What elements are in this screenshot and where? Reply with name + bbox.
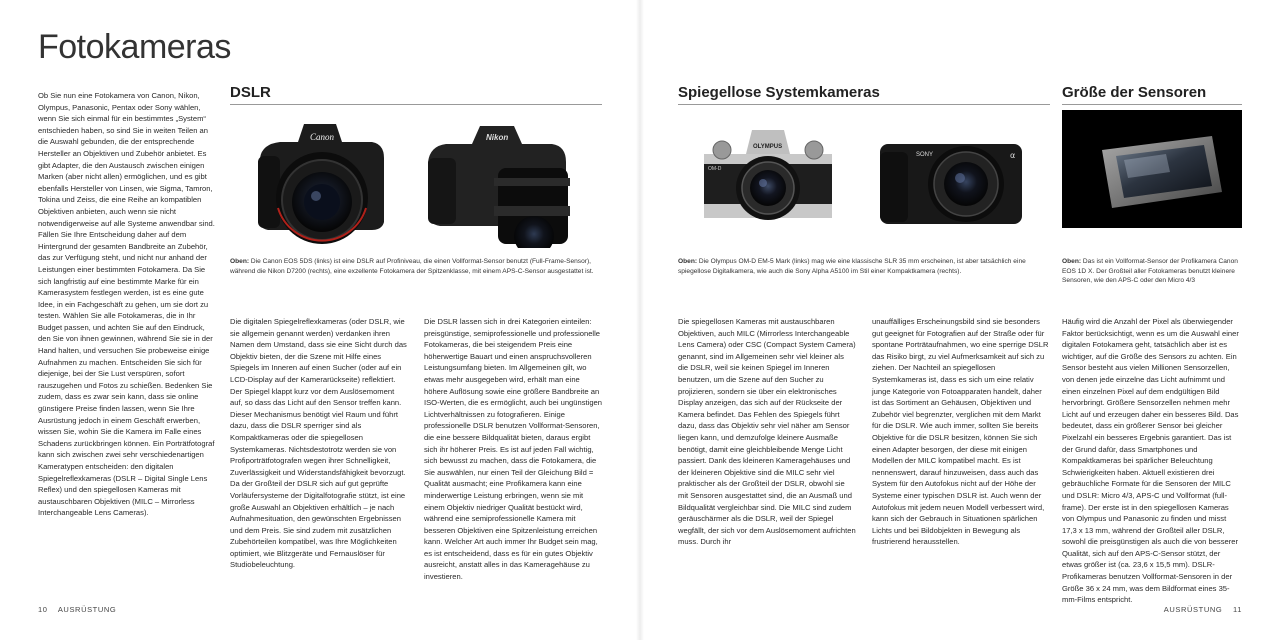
caption-dslr-text: Die Canon EOS 5DS (links) ist eine DSLR auf Profiniveau, die einen Vollformat-Sensor benutzt (Full-Frame-Sensor), während die Nikon D7200 (rechts), eine exzellente Fotokamera der Spitzenklasse, mit einem APS-C-Sensor ausgestattet ist. — [230, 258, 594, 275]
intro-text: Ob Sie nun eine Fotokamera von Canon, Nikon, Olympus, Panasonic, Pentax oder Sony wählen, wenn Sie sich einmal für ein bestimmtes „System“ entschieden haben, so sind Sie in weiten Teilen an die Auswahl gebunden, die der entsprechende Hersteller an Objektiven und Zubehör anbietet. Es gibt Adapter, die den Austausch zwischen einigen Marken (aber nicht allen) ermöglichen, und es gibt ebenfalls Hersteller von Linsen, wie Sigma, Tamron, Tokina und Zeiss, die eine Reihe an kompatiblen Objektiven anbieten, auch wenn sie nicht notwendigerweise auf alle Systeme anwendbar sind. Fällen Sie Ihre Entscheidung daher auf dem Hintergrund der gesamten Bandbreite an Zubehör, das zur Verfügung steht, und nicht nur anhand der Leistungen einer bestimmten Fotokamera. Da Sie sich langfristig auf eine bestimmte Marke für ein Kamerasystem festlegen werden, ist es eine gute Idee, in ein Fachgeschäft zu gehen, um sie dort zu testen. Wählen Sie alle Fotokameras, die in Ihr Budget passen, und achten Sie auf den Eindruck, den Sie von ihnen gewinnen, während Sie sie in der Hand halten, und versuchen Sie probeweise einige Aufnahmen zu machen. Entscheiden Sie sich für diejenige, bei der Sie Lust verspüren, sofort rauszugehen und Fotos zu schießen. Bedenken Sie zudem, dass es zwar sein kann, dass sie online günstigere Preise finden lassen, wenn Sie Ihre Ausrüstung jedoch in einem Geschäft erwerben, wissen Sie, wohin Sie die Kamera im Falle eines Schadens zurückbringen können. Ein Porträtfotograf kann sich zwischen zwei sehr verschiedenartigen Kameratypen entscheiden: den digitalen Spiegelreflexkameras (DSLR – Digital Single Lens Reflex) und den spiegellosen Kameras mit austauschbaren Objektiven (MILC – Mirrorless Interchangeable Lens Cameras). — [38, 91, 215, 518]
nikon-camera-photo — [424, 118, 574, 248]
nikon-logo: Nikon — [486, 133, 509, 142]
caption-sensor — [1062, 257, 1242, 286]
canon-logo: Canon — [310, 132, 335, 142]
page-number-right: 11 — [1233, 605, 1242, 614]
page-number-left: 10 — [38, 605, 48, 614]
caption-mirrorless — [678, 257, 1050, 276]
olympus-logo: OLYMPUS — [753, 144, 783, 150]
mirrorless-column-1: Die spiegellosen Kameras mit austauschbaren Objektiven, auch MILC (Mirrorless Interchangeable Lens Camera) oder CSC (Compact System Camera) genannt, sind im Allgemeinen sehr viel kleiner als die DSLR, weil sie keinen Spiegel im Inneren benutzen, um die Szene auf den Sucher zu projizieren, sondern sie über ein elektronisches Display anzeigen, das sich auf der Rückseite der Kamera befindet. Das Fehlen des Spiegels führt dazu, dass das Objektiv sehr viel näher am Sensor liegen kann, und demzufolge kleinere Ausmaße benötigt, damit eine gleichbleibende Menge Licht passiert. Dank des kleineren Kameragehäuses und der kleineren Objektive sind die MILC sehr viel praktischer als der Großteil der DSLR, obwohl sie mit Sensoren ausgestattet sind, die an Ausmaß und Bildqualität vergleichbar sind. Die MILC sind zudem geräuschärmer als die DSLR, weil der Spiegel wegfällt, der sich vor dem Auslösemoment aufrichten muss. Durch ihr — [678, 317, 856, 547]
sony-camera-photo — [876, 136, 1026, 228]
alpha-logo: α — [1010, 151, 1016, 160]
dslr-column-2: Die DSLR lassen sich in drei Kategorien einteilen: preisgünstige, semiprofessionelle und professionelle Fotokameras, die bei steigendem Preis eine höherwertige Bauart und einen anspruchsvolleren Leistungsumfang bieten. Im Allgemeinen gilt, wo etwas mehr ausgegeben wird, erhält man eine höhere Auflösung sowie eine größere Bandbreite an ISO-Werten, die es ermöglicht, auch bei ungünstigen Lichtverhältnissen zu fotografieren. Einige professionelle DSLR benutzen Vollformat-Sensoren, die eine bessere Bildqualität bieten, daraus ergibt sich ihr höherer Preis. Es ist auf jeden Fall wichtig, sich bewusst zu machen, dass die Fotokamera, die Sie auswählen, nur einen Teil der Gleichung Bild = Qualität ausmacht; eine Profikamera kann eine minderwertige Leistung erbringen, wenn sie mit einem Objektiv niedriger Qualität bestückt wird, während eine semiprofessionelle Kamera mit besseren Objektiven eine Spitzenleistung erreichen kann. Welcher Art auch immer Ihr Budget sein mag, es ist entscheidend, dass es für ein gutes Objektiv ausreicht, anstatt alles in das Kameragehäuse zu investieren. — [424, 317, 602, 582]
olympus-camera-photo — [696, 124, 840, 224]
section-title-mirrorless: Spiegellose Systemkameras — [678, 84, 1050, 105]
section-title-sensor: Größe der Sensoren — [1062, 84, 1242, 105]
page-title: Fotokameras — [38, 28, 231, 66]
section-title-dslr: DSLR — [230, 84, 602, 105]
omd-logo: OM-D — [708, 166, 722, 172]
caption-mirrorless-label: Oben: — [678, 258, 698, 265]
caption-dslr-label: Oben: — [230, 258, 250, 265]
dslr-column-1: Die digitalen Spiegelreflexkameras (oder DSLR, wie sie allgemein genannt werden) verdanken ihren Namen dem Umstand, dass sie eine Sicht durch das Objektiv bieten, der die Szene mit Hilfe eines Spiegels im Inneren auf einen Sucher (oder auf ein LCD-Display auf der Kamerarückseite) reflektiert. Der Spiegel klappt kurz vor dem Auslösemoment auf, so dass das Licht auf den Sensor treffen kann. Dieser Mechanismus benötigt viel Raum und führt dazu, dass die DSLR sperriger sind als Kompaktkameras oder die spiegellosen Systemkameras. Nichtsdestotrotz werden sie von Profiporträtfotografen wegen ihrer Schnelligkeit, Zuverlässigkeit und Widerstandsfähigkeit bevorzugt. Da der Großteil der DSLR sich auf gut geprüfte Vorläufersysteme der Digitalfotografie stützt, ist eine große Auswahl an Objektiven erhältlich – je nach Aufnahmesituation, den gewünschten Ergebnissen und dem Preis. Sie sind zudem mit zusätzlichen Zubehörteilen kompatibel, was Ihre Möglichkeiten optimiert, wie Blitzgeräte und Fernauslöser für Studiobeleuchtung. — [230, 317, 407, 570]
canon-camera-photo — [252, 118, 388, 248]
folio-right — [1164, 605, 1242, 614]
caption-mirrorless-text: Die Olympus OM-D EM-5 Mark (links) mag wie eine klassische SLR 35 mm erscheinen, ist aber tatsächlich eine spiegellose Digitalkamera, wie auch die Sony Alpha A5100 im Stil einer Kompaktkamera (rechts). — [678, 258, 1026, 275]
caption-sensor-text: Das ist ein Vollformat-Sensor der Profikamera Canon EOS 1D X. Der Großteil aller Fotokameras benutzt kleinere Sensoren, wie den APS-C oder den Micro 4/3 — [1062, 258, 1238, 285]
sensor-photo — [1062, 110, 1242, 228]
mirrorless-column-2: unauffälliges Erscheinungsbild sind sie besonders gut geeignet für Fotografien auf der Straße oder für spontane Porträtaufnahmen, wo eine sperrige DSLR das Risiko birgt, zu viel Aufmerksamkeit auf sich zu ziehen. Der Nachteil an spiegellosen Systemkameras ist, dass es sich um eine relativ junge Kategorie von Fotoapparaten handelt, daher ist das Sortiment an Gehäusen, Objektiven und Zubehör viel begrenzter, verglichen mit dem Markt für die DSLR. Wie auch immer, sollten Sie bereits Objektive für die DSLR besitzen, können Sie sich einen Adapter besorgen, der diese mit einigen Modellen der MILC kompatibel macht. Es ist nennenswert, darauf hinzuweisen, dass auch das System für den Autofokus nicht auf der Höhe der Systeme einer typischen DSLR ist. Auch wenn der Autofokus mit jedem neuen Modell verbessert wird, kann sich der Gebrauch in Situationen spärlichen Lichts und bei Bildobjekten in Bewegung als frustrierend herausstellen. — [872, 317, 1049, 547]
running-head-left: AUSRÜSTUNG — [57, 605, 117, 614]
sensor-column: Häufig wird die Anzahl der Pixel als überwiegender Faktor berücksichtigt, wenn es um die Auswahl einer digitalen Fotokamera geht, tatsächlich aber ist es wichtiger, auf die Größe des Sensors zu achten. Ein Sensor besteht aus vielen Millionen Sensorzellen, von denen jede einzelne das Licht aufnimmt und einen einzelnen Pixel auf dem endgültigen Bild hervorbringt. Größere Sensorzellen nehmen mehr Licht auf und erzeugen daher ein besseres Bild. Das bedeutet, dass ein größerer Sensor bei gleicher Pixelzahl ein besseres Ergebnis garantiert. Das ist der Grund dafür, dass Smartphones und Kompaktkameras bei spärlicher Beleuchtung Schwierigkeiten haben. Aktuell existieren drei gebräuchliche Formate für die Sensoren der MILC und DSLR: Micro 4/3, APS-C und Vollformat (full-frame). Der erste ist in den spiegellosen Kameras von Olympus und Panasonic zu finden und misst 17,3 x 13 mm, während der Großteil aller DSLR, sowohl die preisgünstigen als auch die von besserer Qualität, sich auf den APS-C-Sensor stützt, der etwas größer ist (ca. 23,6 x 15,5 mm). DSLR-Profikameras benutzen Vollformat-Sensoren in der Größe 36 x 24 mm, was dem Bildformat eines 35-mm-Films entspricht. — [1062, 317, 1239, 605]
caption-dslr — [230, 257, 602, 276]
book-gutter — [636, 0, 644, 640]
caption-sensor-label: Oben: — [1062, 258, 1082, 265]
sony-logo: SONY — [916, 152, 934, 158]
running-head-right: AUSRÜSTUNG — [1163, 605, 1223, 614]
folio-left — [38, 605, 116, 614]
